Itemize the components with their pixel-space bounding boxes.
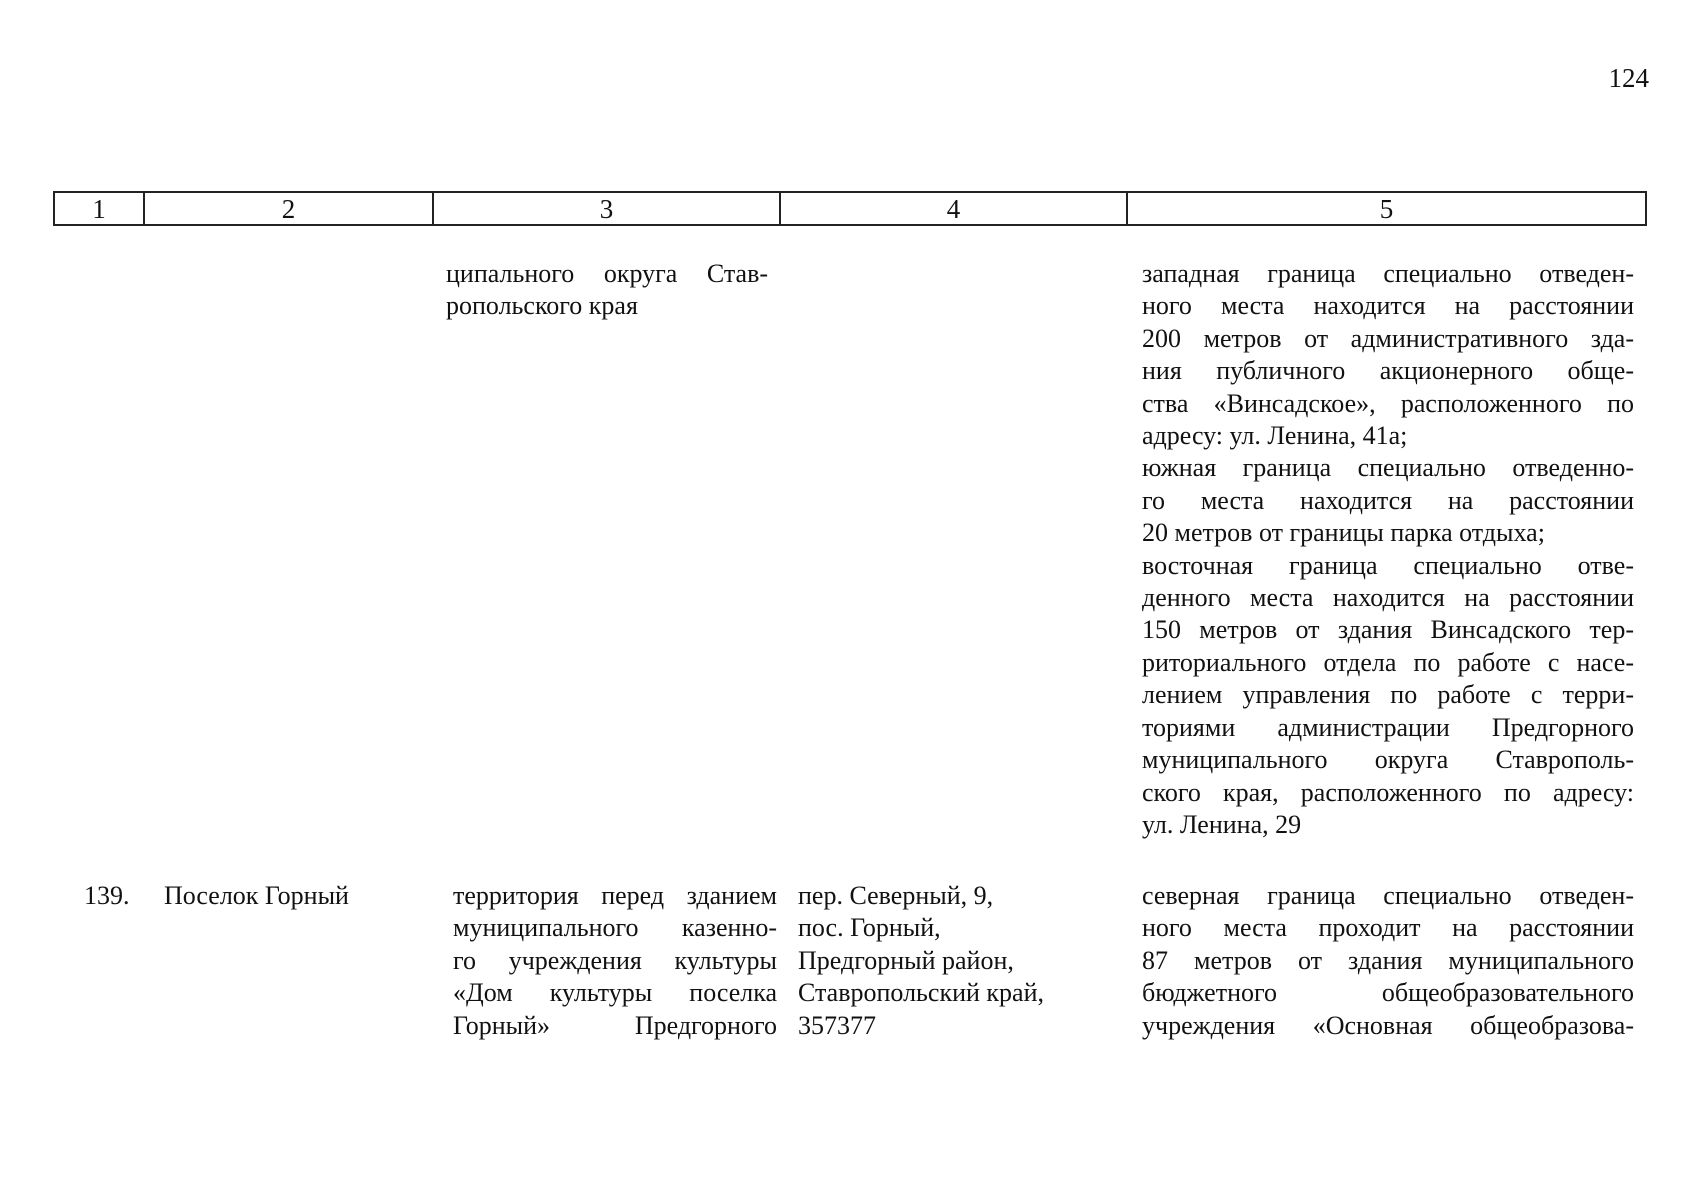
column-header-row (53, 191, 1647, 226)
text-line: южная граница специально отведенно- (1142, 453, 1634, 483)
text-line: адресу: ул. Ленина, 41а; (1142, 421, 1408, 451)
text-line: 87 метров от здания муниципального (1142, 945, 1634, 975)
text-line: ского края, расположенного по адресу: (1142, 777, 1634, 807)
text-line: 200 метров от административного зда- (1142, 323, 1634, 353)
text-line: западная граница специально отведен- (1142, 259, 1634, 288)
text-line: учреждения «Основная общеобразова- (1142, 1010, 1634, 1040)
text-line: «Дом культуры поселка (453, 978, 777, 1008)
continuation-col3-text (446, 258, 768, 323)
row-number: 139. (84, 881, 130, 910)
text-line: ципального округа Став- (446, 259, 768, 288)
text-line: северная граница специально отведен- (1142, 881, 1634, 910)
text-line: восточная граница специально отве- (1142, 550, 1634, 580)
text-line: лением управления по работе с терри- (1142, 680, 1634, 710)
row-139-col3-text (453, 880, 777, 1042)
text-line: ного места находится на расстоянии (1142, 291, 1634, 321)
text-line: риториального отдела по работе с насе- (1142, 647, 1634, 677)
text-line: ного места проходит на расстоянии (1142, 913, 1634, 943)
text-line: ния публичного акционерного обще- (1142, 356, 1634, 386)
text-line: Ставропольский край, (798, 978, 1044, 1008)
text-line: Предгорный район, (798, 945, 1014, 975)
column-header-3: 3 (433, 192, 780, 225)
text-line: 20 метров от границы парка отдыха; (1142, 518, 1545, 548)
page-number: 124 (1608, 63, 1649, 93)
continuation-col5-text (1142, 258, 1634, 841)
column-header-1: 1 (54, 192, 144, 225)
text-line: го учреждения культуры (453, 945, 777, 975)
text-line: бюджетного общеобразовательного (1142, 978, 1634, 1008)
text-line: муниципального казенно- (453, 913, 777, 943)
settlement-name: Поселок Горный (164, 881, 349, 910)
text-line: денного места находится на расстоянии (1142, 583, 1634, 613)
text-line: пер. Северный, 9, (798, 881, 994, 910)
row-139-address (798, 880, 1098, 1042)
text-line: ства «Винсадское», расположенного по (1142, 388, 1634, 418)
column-header-5: 5 (1127, 192, 1646, 225)
row-139-col5-text (1142, 880, 1634, 1042)
text-line: 357377 (798, 1010, 876, 1040)
text-line: ториями администрации Предгорного (1142, 712, 1634, 742)
column-header-2: 2 (144, 192, 433, 225)
text-line: пос. Горный, (798, 913, 941, 943)
text-line: ропольского края (446, 291, 638, 321)
column-header-4: 4 (780, 192, 1127, 225)
text-line: го места находится на расстоянии (1142, 485, 1634, 515)
text-line: муниципального округа Ставрополь- (1142, 745, 1634, 775)
text-line: Горный» Предгорного (453, 1010, 777, 1040)
text-line: территория перед зданием (453, 881, 777, 910)
text-line: 150 метров от здания Винсадского тер- (1142, 615, 1634, 645)
text-line: ул. Ленина, 29 (1142, 809, 1302, 839)
